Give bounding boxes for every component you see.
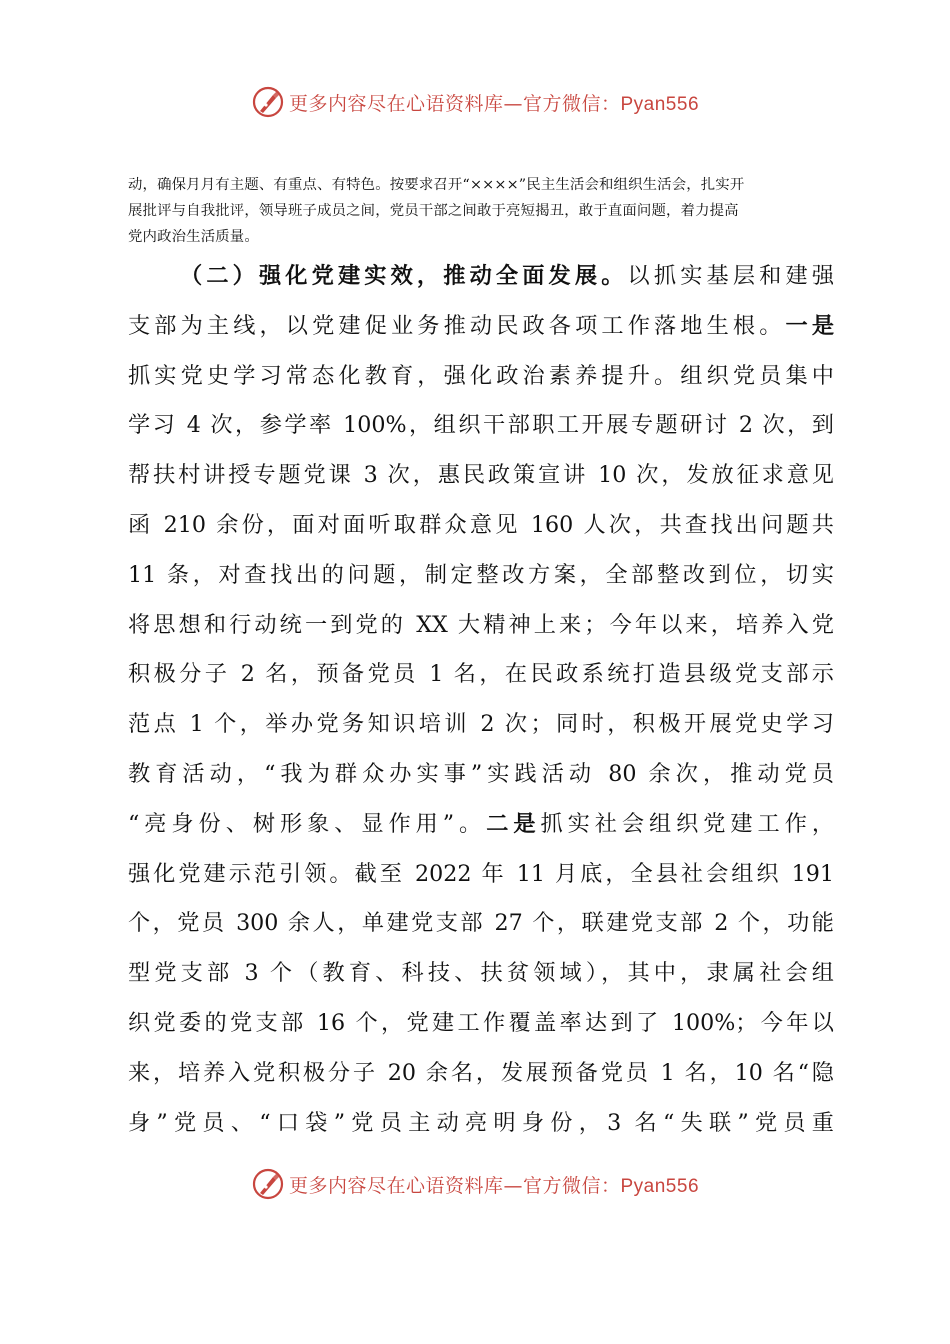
- pen-logo-icon: [251, 1167, 285, 1201]
- header-watermark: [0, 82, 950, 122]
- text-line: 党内政治生活质量。: [128, 229, 259, 245]
- text-line: 帮扶村讲授专题党课 3 次，惠民政策宣讲 10 次，发放征求意见: [128, 462, 834, 489]
- text-line: （二）强化党建实效，推动全面发展。以抓实基层和建强: [180, 263, 835, 289]
- text-line: 学习 4 次，参学率 100%，组织干部职工开展专题研讨 2 次，到: [128, 412, 834, 439]
- footer-watermark: [0, 1164, 950, 1204]
- text-line: 11 条，对查找出的问题，制定整改方案，全部整改到位，切实: [128, 561, 834, 588]
- text-line: 支部为主线，以党建促业务推动民政各项工作落地生根。一是: [128, 312, 835, 339]
- text-line: 织党委的党支部 16 个，党建工作覆盖率达到了 100%；今年以: [128, 1009, 834, 1036]
- text-line: 积极分子 2 名，预备党员 1 名，在民政系统打造县级党支部示: [128, 661, 834, 688]
- text-line: 个，党员 300 余人，单建党支部 27 个，联建党支部 2 个，功能: [128, 910, 834, 937]
- text-line: 强化党建示范引领。截至 2022 年 11 月底，全县社会组织 191: [128, 860, 834, 887]
- continued-paragraph: [128, 172, 834, 250]
- text-line: 来，培养入党积极分子 20 余名，发展预备党员 1 名，10 名“隐: [128, 1059, 834, 1086]
- text-line: “亮身份、树形象、显作用”。二是抓实社会组织党建工作，: [128, 810, 835, 837]
- text-line: 型党支部 3 个（教育、科技、扶贫领域），其中，隶属社会组: [128, 960, 834, 987]
- text-line: 范点 1 个，举办党务知识培训 2 次；同时，积极开展党史学习: [128, 711, 834, 738]
- text-line: 动，确保月月有主题、有重点、有特色。按要求召开“××××”民主生活会和组织生活会，扎实开: [128, 177, 745, 193]
- text-line: 抓实党史学习常态化教育，强化政治素养提升。组织党员集中: [128, 362, 834, 389]
- text-line: 函 210 余份，面对面听取群众意见 160 人次，共查找出问题共: [128, 511, 834, 538]
- watermark-text: 更多内容尽在心语资料库—官方微信：Pyan556: [288, 92, 700, 115]
- body-paragraph: [128, 252, 834, 1148]
- section-heading: （二）强化党建实效，推动全面发展。: [180, 263, 628, 289]
- pen-logo-icon: [251, 85, 285, 119]
- watermark-text: 更多内容尽在心语资料库—官方微信：Pyan556: [288, 1174, 700, 1197]
- text-line: 展批评与自我批评，领导班子成员之间，党员干部之间敢于亮短揭丑，敢于直面问题，着力提高: [128, 203, 739, 219]
- text-line: 将思想和行动统一到党的 XX 大精神上来；今年以来，培养入党: [128, 611, 834, 638]
- text-line: 身”党员、“口袋”党员主动亮明身份，3 名“失联”党员重: [128, 1109, 834, 1136]
- text-line: 教育活动，“我为群众办实事”实践活动 80 余次，推动党员: [128, 760, 834, 787]
